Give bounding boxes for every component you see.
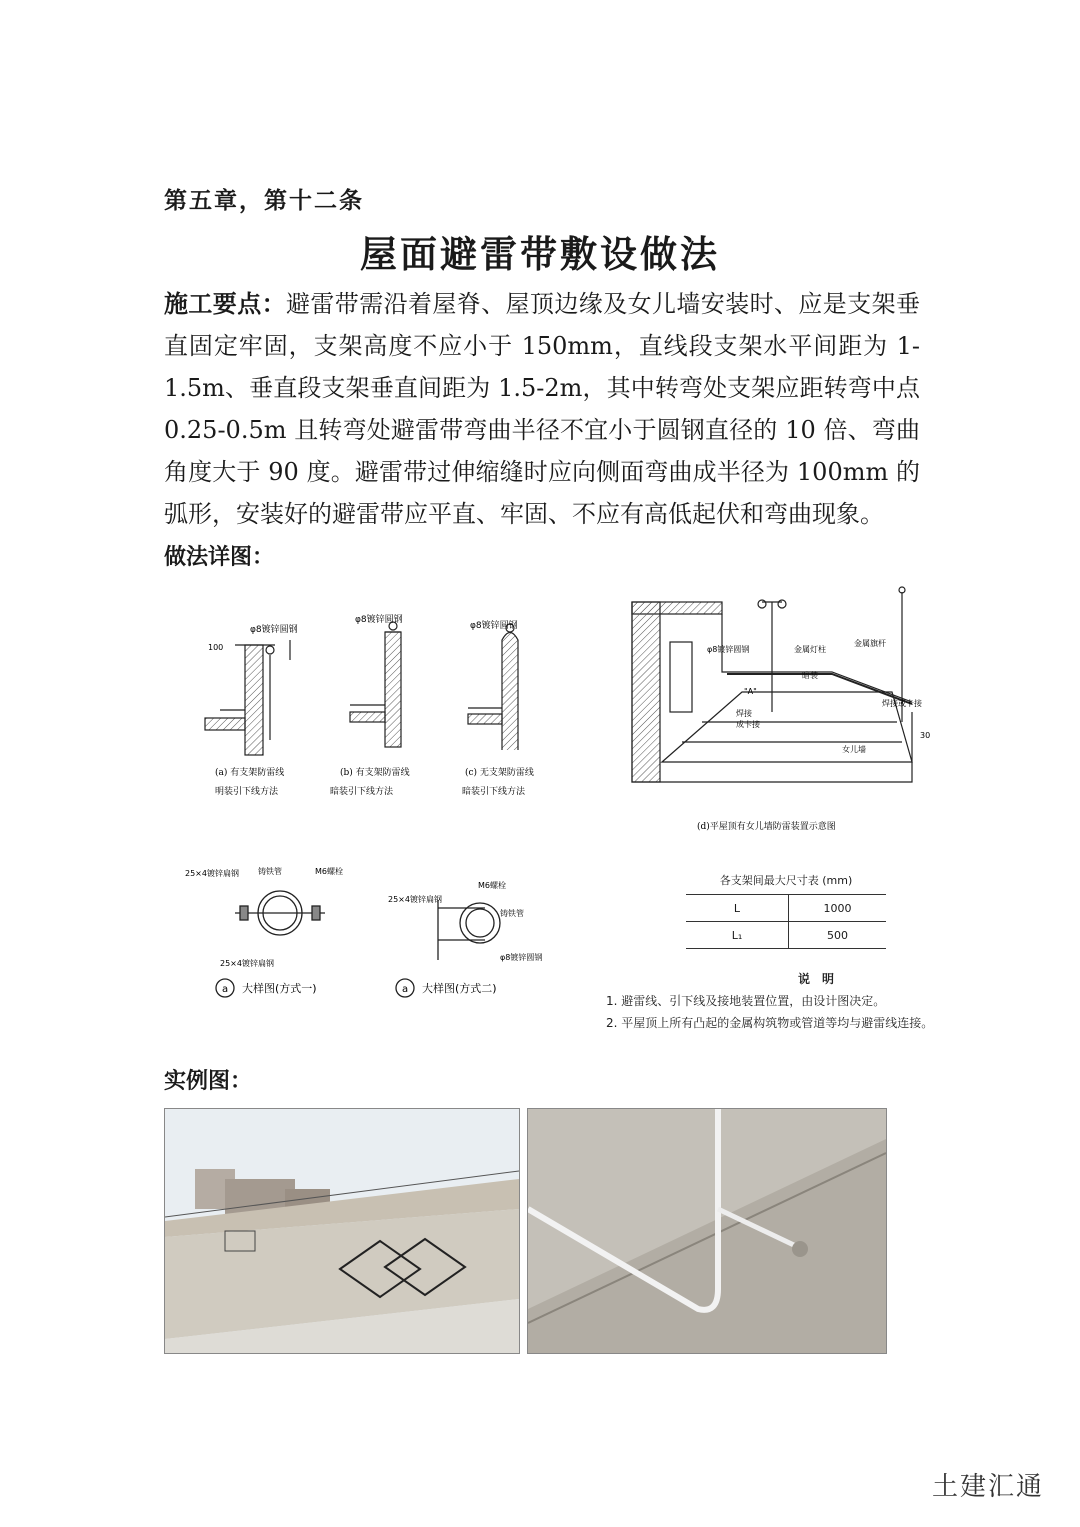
table-cell-value: 1000	[789, 895, 887, 922]
construction-text: 避雷带需沿着屋脊、屋顶边缘及女儿墙安装时、应是支架垂直固定牢固，支架高度不应小于 150mm，直线段支架水平间距为 1-1.5m、垂直段支架垂直间距为 1.5-2m，其中转弯处支架应距转弯中点 0.25-0.5m 且转弯处避雷带弯曲半径不宜小于圆钢直径的 10 倍、弯曲角度大于 90 度。避雷带过伸缩缝时应向侧面弯曲成半径为 100mm 的弧形，安装好的避雷带应平直、牢固、不应有高低起伏和弯曲现象。	[164, 290, 920, 528]
diagram-d-label-concealed: 暗装	[802, 671, 818, 680]
bracket-diagrams	[190, 600, 570, 810]
table-cell-value: 500	[789, 922, 887, 949]
diagram-d-label-weld: 焊接或卡接	[882, 699, 922, 708]
diagram-c	[468, 624, 518, 750]
diagram-d-caption: (d)平屋顶有女儿墙防雷装置示意图	[697, 822, 836, 832]
table-row	[686, 895, 886, 922]
diagram-d-label-clamp: 成卡接	[736, 720, 760, 729]
diagram-c-caption1: (c) 无支架防雷线	[465, 768, 534, 778]
detail-two-rod: φ8镀锌圆钢	[500, 953, 543, 962]
detail-two-flat: 25×4镀锌扁钢	[388, 895, 442, 904]
detail-drawings	[180, 858, 580, 1008]
watermark: 土建汇通	[931, 1472, 1044, 1502]
detail-two	[438, 900, 500, 960]
notes-title: 说 明	[797, 972, 834, 986]
diagram-b-label: φ8镀锌圆钢	[355, 615, 403, 625]
detail-one-mark: a	[222, 984, 229, 995]
table-row	[686, 922, 886, 949]
diagram-d-label-parapet: 女儿墙	[842, 745, 866, 754]
diagram-d-label-dim: 30	[920, 731, 931, 740]
diagram-d-label-weld2: 焊接	[736, 709, 752, 718]
diagram-a-dim: 100	[208, 643, 224, 652]
detail-one-flat-bottom: 25×4镀锌扁钢	[220, 959, 274, 968]
diagram-d-label-flagpole: 金属旗杆	[854, 639, 886, 648]
detail-two-bolt: M6螺栓	[478, 881, 506, 890]
diagram-d-label-a: "A"	[744, 687, 757, 696]
diagram-c-caption2: 暗装引下线方法	[462, 787, 526, 797]
note-item: 2. 平屋顶上所有凸起的金属构筑物或管道等均与避雷线连接。	[606, 1016, 934, 1030]
roof-diagram-d	[622, 582, 942, 837]
diagram-d-label-lamp: 金属灯柱	[794, 645, 826, 654]
chapter-label: 第五章，第十二条	[164, 188, 364, 214]
diagram-d-label-rod: φ8镀锌圆钢	[707, 645, 750, 654]
notes-block	[606, 968, 1026, 1034]
diagram-a-caption1: (a) 有支架防雷线	[215, 768, 285, 778]
diagram-a	[205, 640, 290, 755]
diagram-a-caption2: 明装引下线方法	[215, 787, 279, 797]
construction-label: 施工要点：	[164, 290, 286, 318]
note-item: 1. 避雷线、引下线及接地装置位置，由设计图决定。	[606, 994, 886, 1008]
page-title: 屋面避雷带敷设做法	[360, 233, 720, 276]
example-heading: 实例图：	[164, 1069, 253, 1094]
table-cell-name: L₁	[686, 922, 789, 949]
detail-one-flat-top: 25×4镀锌扁钢	[185, 869, 239, 878]
table-title: 各支架间最大尺寸表 (mm)	[719, 874, 853, 887]
detail-two-mark: a	[402, 984, 409, 995]
span-table	[686, 872, 886, 949]
detail-one	[235, 891, 325, 935]
detail-one-pipe: 铸铁管	[258, 867, 282, 876]
detail-two-pipe: 铸铁管	[500, 909, 524, 918]
diagram-a-label: φ8镀锌圆钢	[250, 625, 298, 635]
detail-one-bolt: M6螺栓	[315, 867, 343, 876]
diagram-b-caption2: 暗装引下线方法	[330, 787, 394, 797]
example-photo-1	[164, 1108, 520, 1354]
detail-one-caption: 大样图(方式一)	[242, 982, 317, 995]
detail-heading: 做法详图：	[164, 544, 275, 570]
diagram-b-caption1: (b) 有支架防雷线	[340, 768, 410, 778]
table-cell-name: L	[686, 895, 789, 922]
diagram-c-label: φ8镀锌圆钢	[470, 621, 518, 631]
construction-paragraph	[164, 283, 920, 578]
detail-two-caption: 大样图(方式二)	[422, 982, 497, 995]
diagram-b	[350, 622, 401, 747]
example-photo-2	[527, 1108, 887, 1354]
